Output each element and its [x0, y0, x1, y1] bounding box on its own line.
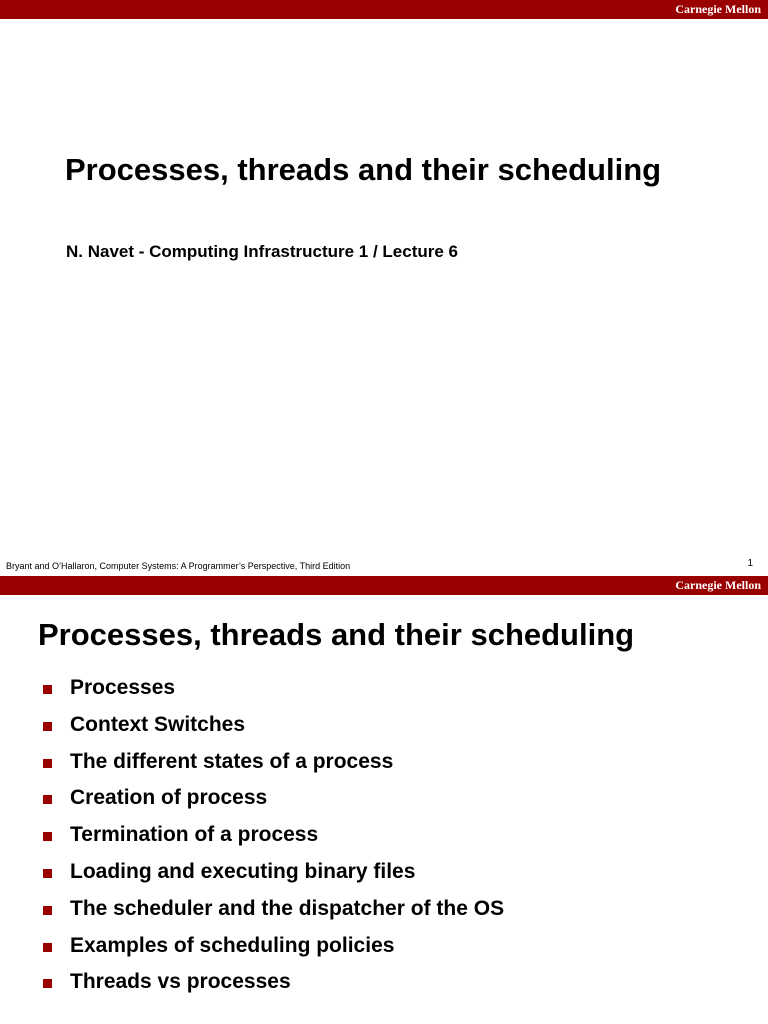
- list-item-text: Context Switches: [70, 712, 246, 736]
- square-bullet-icon: [43, 759, 52, 768]
- slide-subtitle: N. Navet - Computing Infrastructure 1 / Lecture 6: [66, 242, 459, 261]
- outline-slide: [0, 576, 768, 1024]
- page-number: 1: [747, 558, 753, 569]
- list-item-text: Processes: [70, 676, 176, 699]
- square-bullet-icon: [43, 832, 52, 841]
- list-item-text: Creation of process: [70, 786, 268, 810]
- list-item-text: Threads vs processes: [70, 970, 291, 994]
- square-bullet-icon: [43, 869, 52, 878]
- brand-label: Carnegie Mellon: [675, 2, 761, 16]
- footer-citation: Bryant and O’Hallaron, Computer Systems: A Programmer’s Perspective, Third Edition: [6, 561, 351, 571]
- header-bar: [0, 0, 768, 19]
- list-item-text: The different states of a process: [70, 749, 394, 773]
- slide-title: Processes, threads and their scheduling: [65, 152, 662, 187]
- list-item-text: Examples of scheduling policies: [70, 933, 395, 957]
- square-bullet-icon: [43, 943, 52, 952]
- list-item-text: Termination of a process: [70, 823, 319, 847]
- square-bullet-icon: [43, 795, 52, 804]
- square-bullet-icon: [43, 685, 52, 694]
- square-bullet-icon: [43, 979, 52, 988]
- header-bar: [0, 576, 768, 595]
- square-bullet-icon: [43, 906, 52, 915]
- outline-title: Processes, threads and their scheduling: [38, 617, 635, 652]
- brand-label: Carnegie Mellon: [675, 578, 761, 592]
- square-bullet-icon: [43, 722, 52, 731]
- list-item-text: Loading and executing binary files: [70, 859, 416, 883]
- list-item-text: The scheduler and the dispatcher of the OS: [70, 896, 505, 920]
